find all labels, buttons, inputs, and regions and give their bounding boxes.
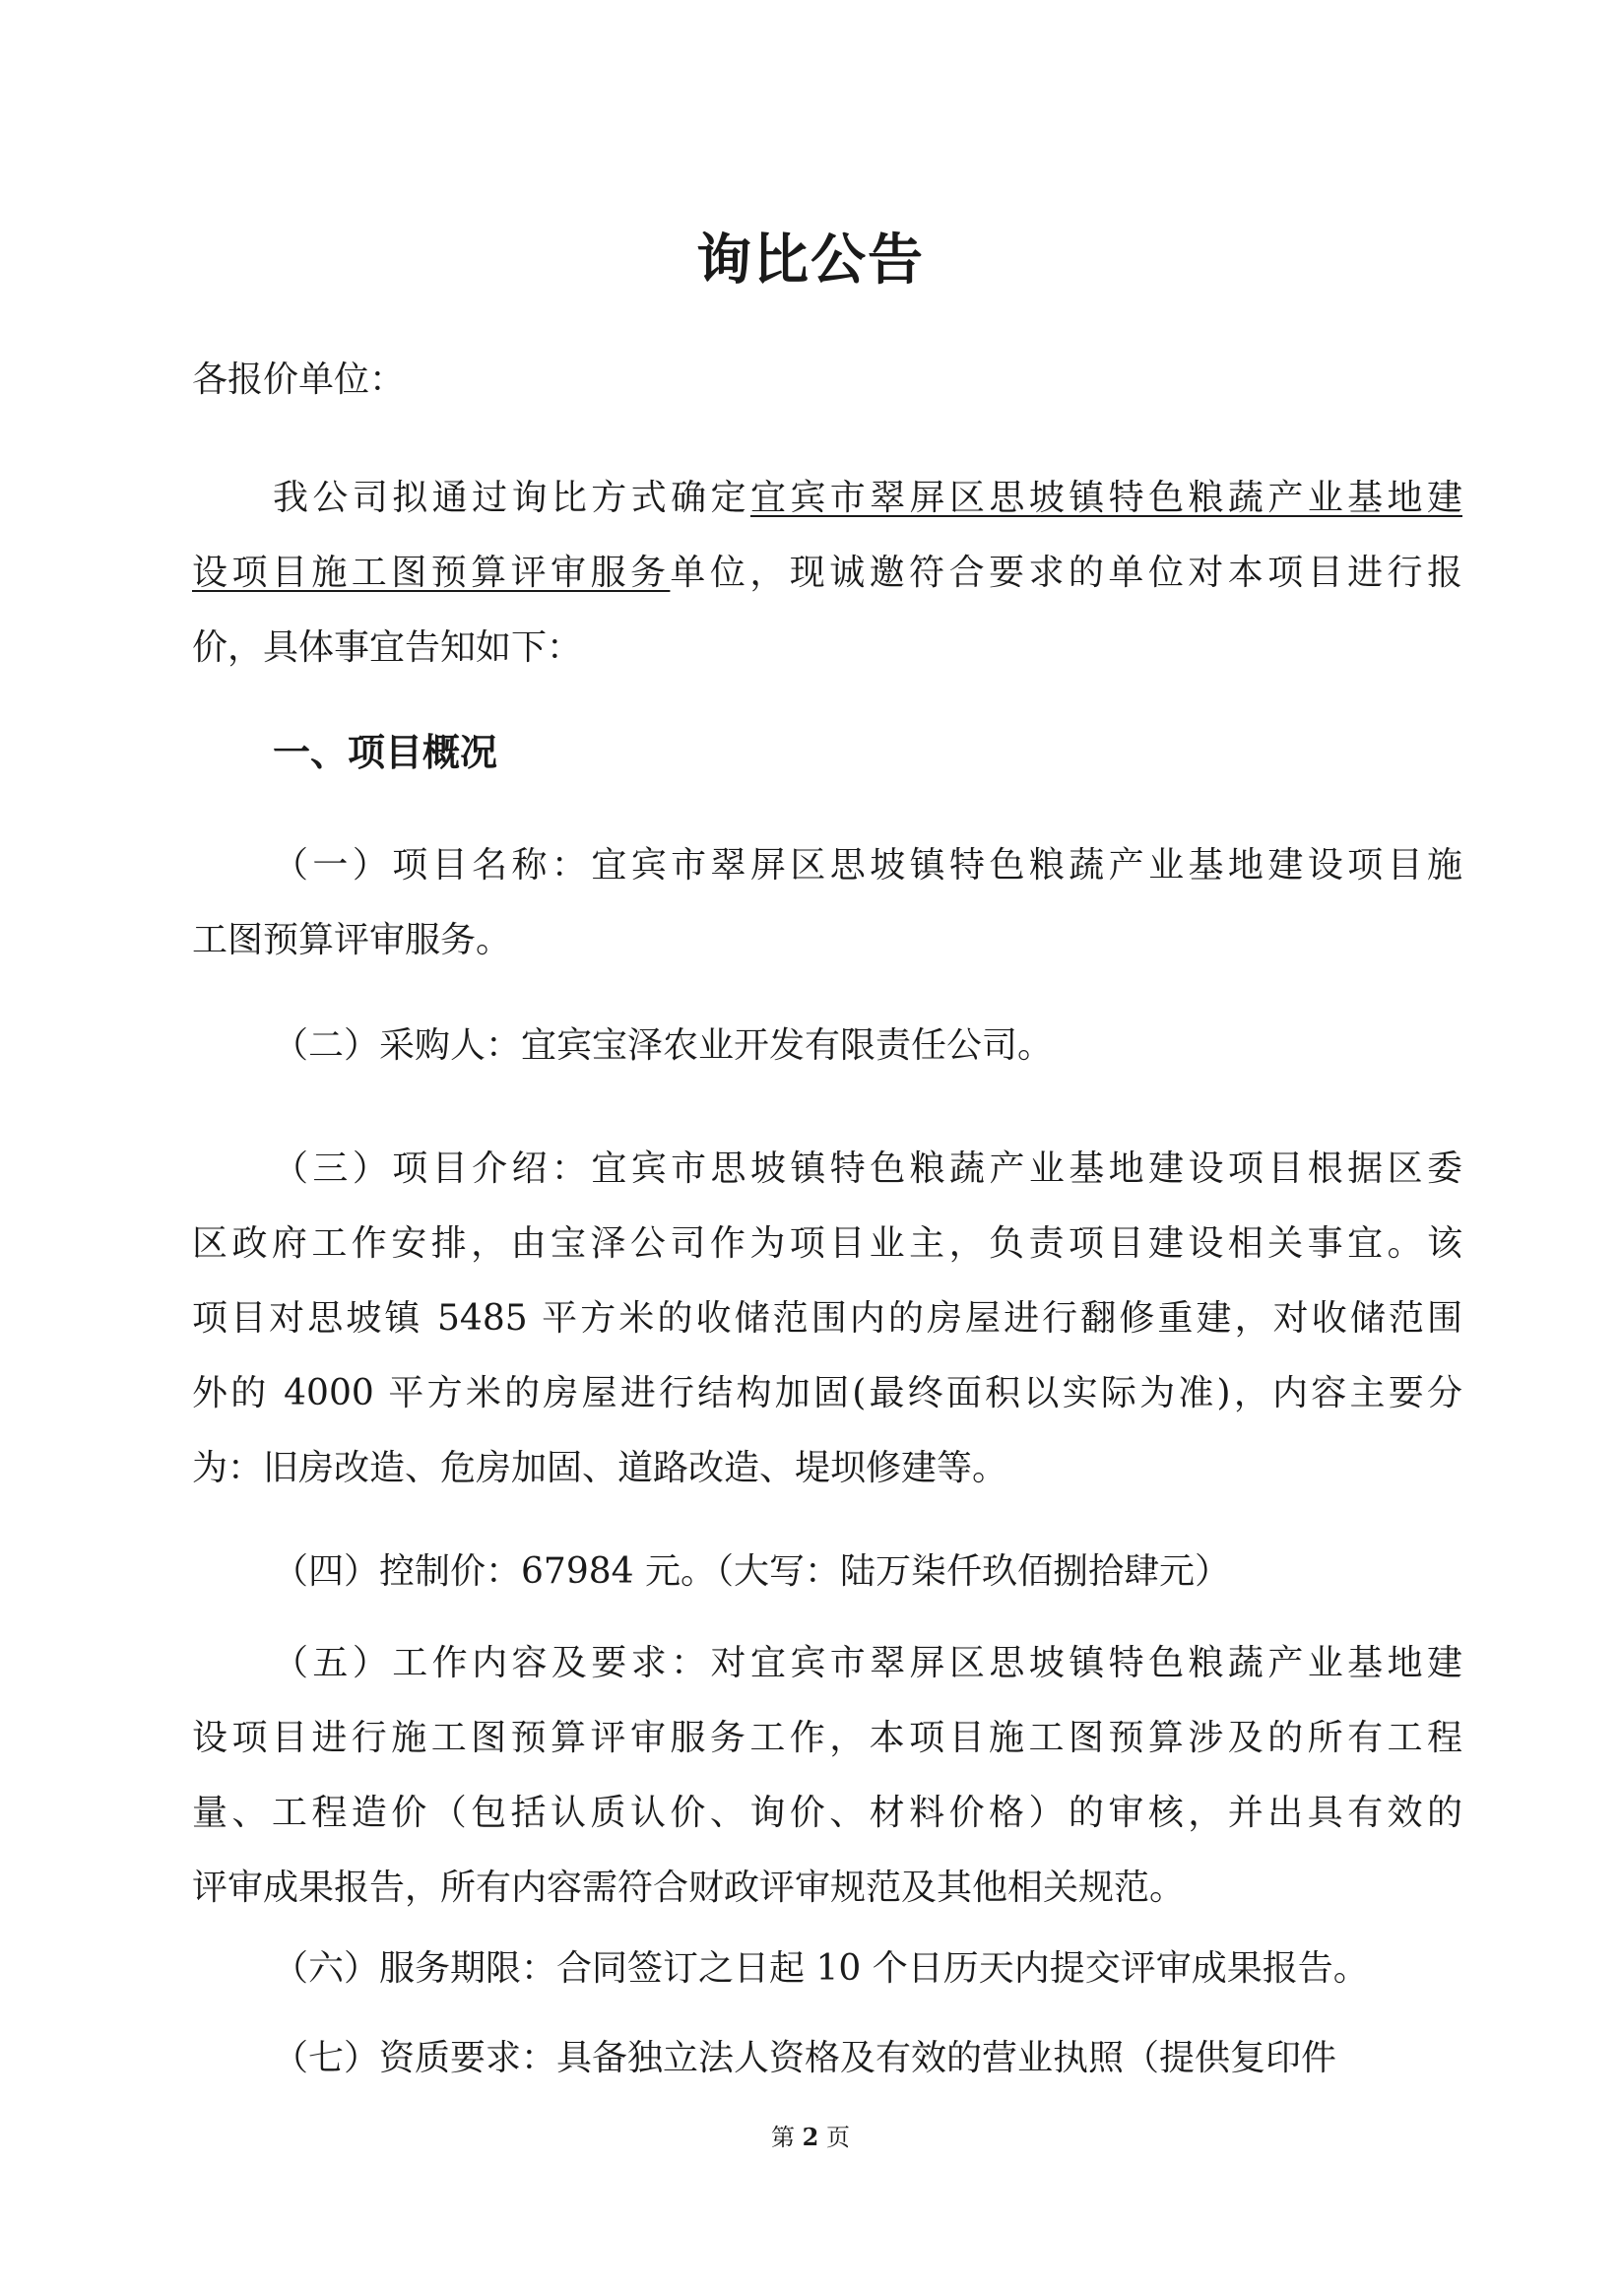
project-name-underlined-cont: 设项目施工图预算评审服务: [192, 553, 671, 593]
intro-line-1: 我公司拟通过询比方式确定宜宾市翠屏区思坡镇特色粮蔬产业基地建: [273, 478, 1462, 518]
item6-line: （六）服务期限：合同签订之日起 10 个日历天内提交评审成果报告。: [273, 1948, 1369, 1989]
intro-line-2: 设项目施工图预算评审服务单位，现诚邀符合要求的单位对本项目进行报: [192, 553, 1462, 593]
item2-label: （二）采购人：: [273, 1025, 522, 1066]
item7-line: （七）资质要求：具备独立法人资格及有效的营业执照（提供复印件: [273, 2038, 1337, 2078]
item2-line: （二）采购人：宜宾宝泽农业开发有限责任公司。: [273, 1025, 1054, 1066]
item7-label: （七）资质要求：: [273, 2038, 557, 2078]
item5-line-3: 量、工程造价（包括认质认价、询价、材料价格）的审核，并出具有效的: [192, 1793, 1462, 1833]
salutation: 各报价单位：: [192, 360, 406, 400]
item4-line: [273, 1548, 1462, 1596]
project-name-underlined: 宜宾市翠屏区思坡镇特色粮蔬产业基地建: [749, 478, 1462, 518]
item3-line-2: 区政府工作安排，由宝泽公司作为项目业主，负责项目建设相关事宜。该: [192, 1223, 1462, 1264]
section-heading: 一、项目概况: [273, 731, 498, 774]
page-number: 第 2 页: [771, 2123, 850, 2151]
item3-label: （三）项目介绍：: [273, 1148, 592, 1189]
document-title: 询比公告: [696, 229, 925, 293]
item1-line-2: 工图预算评审服务。: [192, 920, 512, 960]
item5-label: （五）工作内容及要求：: [273, 1643, 711, 1683]
item5-line-1: （五）工作内容及要求：对宜宾市翠屏区思坡镇特色粮蔬产业基地建: [273, 1643, 1462, 1683]
item4-label: （四）控制价：: [273, 1551, 522, 1592]
item6-label: （六）服务期限：: [273, 1948, 557, 1989]
item1-label: （一）项目名称：: [273, 845, 592, 886]
control-price: 67984 元。（大写：陆万柒仟玖佰捌拾肆元）: [521, 1551, 1230, 1592]
intro-line-3: 价，具体事宜告知如下：: [192, 627, 583, 668]
item3-line-3: 项目对思坡镇 5485 平方米的收储范围内的房屋进行翻修重建，对收储范围: [192, 1298, 1462, 1339]
item3-line-1: （三）项目介绍：宜宾市思坡镇特色粮蔬产业基地建设项目根据区委: [273, 1148, 1462, 1189]
item3-line-5: 为：旧房改造、危房加固、道路改造、堤坝修建等。: [192, 1448, 1008, 1488]
item3-line-4: 外的 4000 平方米的房屋进行结构加固(最终面积以实际为准)，内容主要分: [192, 1373, 1462, 1413]
item5-line-4: 评审成果报告，所有内容需符合财政评审规范及其他相关规范。: [192, 1868, 1186, 1908]
item5-line-2: 设项目进行施工图预算评审服务工作，本项目施工图预算涉及的所有工程: [192, 1718, 1462, 1758]
item1-line-1: （一）项目名称：宜宾市翠屏区思坡镇特色粮蔬产业基地建设项目施: [273, 845, 1462, 886]
